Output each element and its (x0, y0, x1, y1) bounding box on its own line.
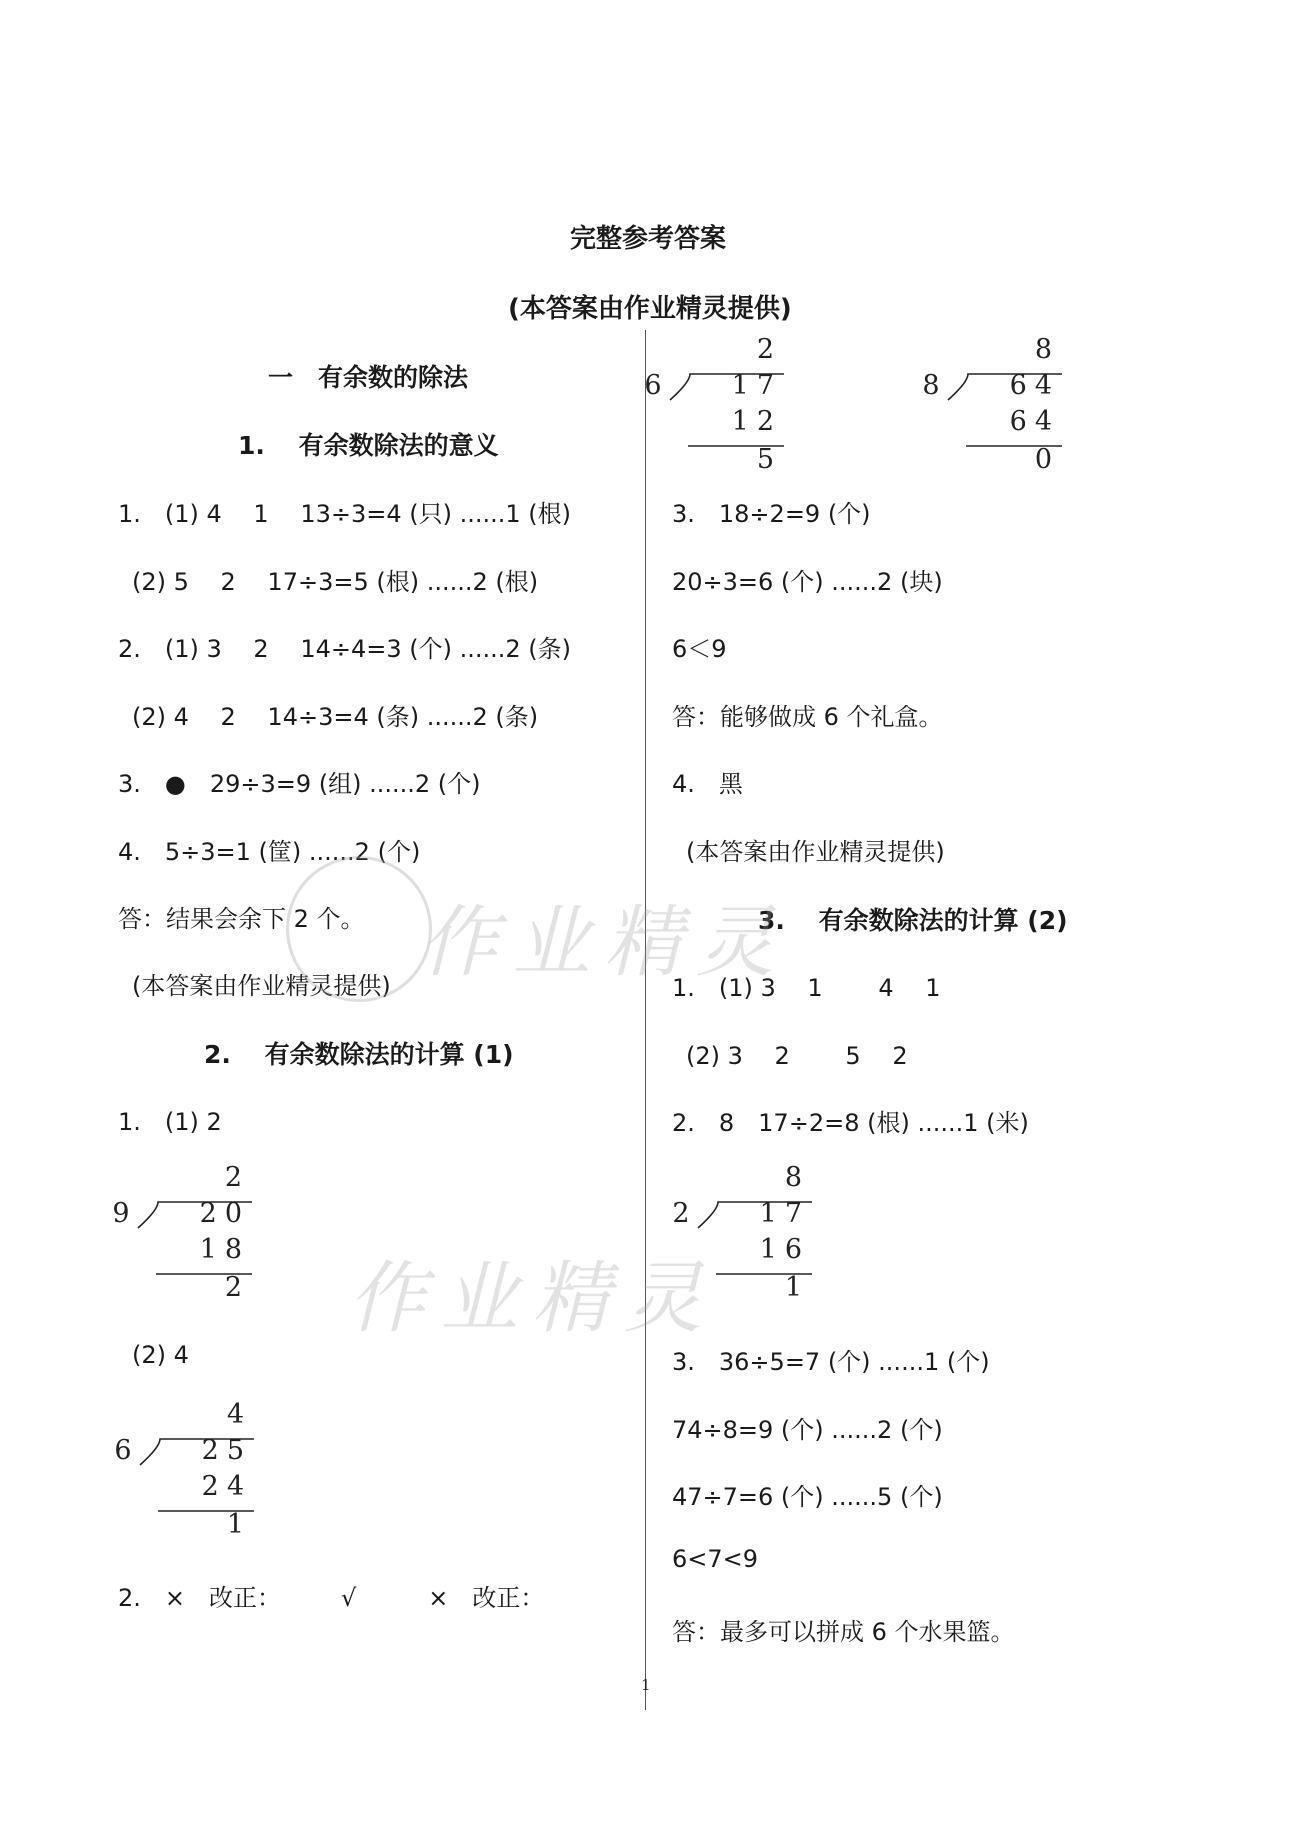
division-product: 18 (199, 1234, 250, 1265)
answer-line: 3. ● 29÷3=9 (组) ......2 (个) (118, 770, 481, 798)
page-number: 1 (641, 1676, 651, 1694)
answer-line: 6<7<9 (672, 1545, 759, 1573)
division-dividend: 64 (1009, 370, 1060, 401)
answer-line: 2. (1) 3 2 14÷4=3 (个) ......2 (条) (118, 635, 571, 663)
division-bracket (668, 338, 808, 458)
answer-line: (2) 4 2 14÷3=4 (条) ......2 (条) (132, 703, 539, 731)
answer-line: 2. × 改正： √ × 改正： (118, 1584, 545, 1612)
division-quotient: 8 (784, 1162, 810, 1193)
division-product: 12 (731, 406, 782, 437)
division-divisor: 6 (114, 1435, 132, 1466)
page-title: 完整参考答案 (570, 224, 727, 254)
section-2-heading: 2. 有余数除法的计算 (1) (204, 1040, 514, 1069)
chapter-heading: 一 有余数的除法 (268, 363, 469, 392)
answer-line: (本答案由作业精灵提供) (686, 838, 945, 866)
division-product: 24 (201, 1471, 252, 1502)
division-divisor: 9 (112, 1198, 130, 1229)
answer-line: 1. (1) 2 (118, 1108, 222, 1136)
division-divisor: 2 (672, 1198, 690, 1229)
answer-line: (2) 5 2 17÷3=5 (根) ......2 (根) (132, 568, 539, 596)
division-dividend: 17 (731, 370, 782, 401)
answer-line: 2. 8 17÷2=8 (根) ......1 (米) (672, 1109, 1029, 1137)
division-product: 64 (1009, 406, 1060, 437)
division-remainder: 1 (226, 1509, 252, 1540)
answer-line: 3. 18÷2=9 (个) (672, 500, 871, 528)
watermark-text: 作业精灵 (348, 1254, 717, 1344)
page-subtitle: (本答案由作业精灵提供) (508, 294, 792, 324)
division-divisor: 6 (644, 370, 662, 401)
answer-line: 20÷3=6 (个) ......2 (块) (672, 568, 943, 596)
answer-line: 4. 黑 (672, 770, 743, 798)
answer-line: (本答案由作业精灵提供) (132, 972, 391, 1000)
division-remainder: 0 (1034, 444, 1060, 475)
answer-line: 答：能够做成 6 个礼盒。 (672, 703, 943, 731)
answer-line: 答：结果会余下 2 个。 (118, 905, 365, 933)
answer-line: 6＜9 (672, 635, 727, 663)
division-quotient: 2 (756, 334, 782, 365)
division-product: 16 (759, 1234, 810, 1265)
answer-line: 74÷8=9 (个) ......2 (个) (672, 1416, 943, 1444)
answer-line: 1. (1) 4 1 13÷3=4 (只) ......1 (根) (118, 500, 571, 528)
division-bracket (136, 1166, 276, 1286)
watermark (348, 1236, 716, 1348)
division-bracket (696, 1166, 836, 1286)
watermark (420, 880, 788, 992)
division-dividend: 17 (759, 1198, 810, 1229)
section-3-heading: 3. 有余数除法的计算 (2) (758, 906, 1068, 935)
answer-line: 4. 5÷3=1 (筐) ......2 (个) (118, 838, 421, 866)
division-remainder: 1 (784, 1272, 810, 1303)
division-divisor: 8 (922, 370, 940, 401)
section-1-heading: 1. 有余数除法的意义 (238, 431, 499, 460)
division-quotient: 8 (1034, 334, 1060, 365)
division-quotient: 2 (224, 1162, 250, 1193)
division-dividend: 20 (199, 1198, 250, 1229)
division-dividend: 25 (201, 1435, 252, 1466)
division-bracket (946, 338, 1086, 458)
answer-line: 47÷7=6 (个) ......5 (个) (672, 1483, 943, 1511)
division-quotient: 4 (226, 1399, 252, 1430)
answer-line: 3. 36÷5=7 (个) ......1 (个) (672, 1348, 990, 1376)
watermark-text: 作业精灵 (420, 898, 789, 988)
division-remainder: 2 (224, 1272, 250, 1303)
answer-line: (2) 4 (132, 1341, 189, 1369)
answer-line: 1. (1) 3 1 4 1 (672, 974, 941, 1002)
division-remainder: 5 (756, 444, 782, 475)
watermark-seal (286, 856, 432, 1002)
column-divider (645, 330, 646, 1710)
answer-line: (2) 3 2 5 2 (686, 1042, 908, 1070)
answer-line: 答：最多可以拼成 6 个水果篮。 (672, 1618, 1015, 1646)
division-bracket (138, 1403, 278, 1523)
